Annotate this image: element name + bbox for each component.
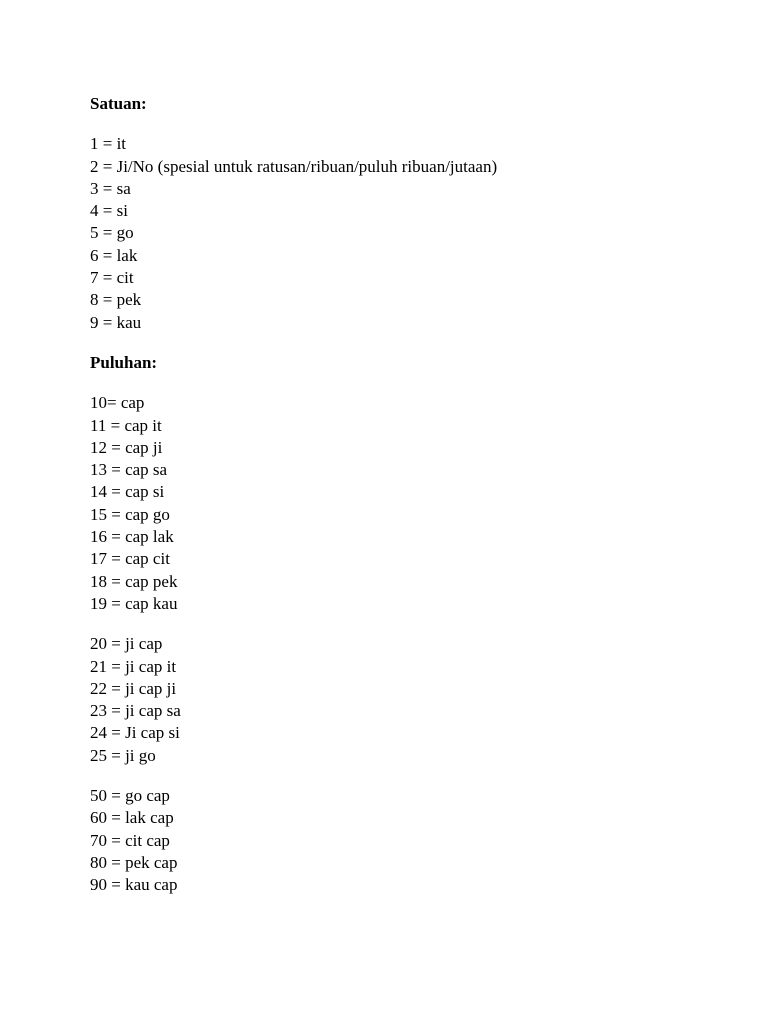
list-item: 10= cap [90,393,145,413]
number-list [90,133,730,334]
number-list [90,392,730,615]
section-heading: Satuan: [90,94,147,113]
spacer [90,767,730,785]
document-page [90,93,730,897]
list-item: 15 = cap go [90,504,170,524]
list-item: 17 = cap cit [90,549,170,569]
section-heading: Puluhan: [90,352,158,372]
list-item: 13 = cap sa [90,460,168,480]
list-item: 25 = ji go [90,745,156,765]
list-item: 19 = cap kau [90,593,178,613]
spacer [90,115,730,133]
list-item: 16 = cap lak [90,527,174,547]
list-item: 22 = ji cap ji [90,678,177,698]
list-item: 3 = sa [90,178,131,198]
list-item: 5 = go [90,223,134,243]
list-item: 4 = si [90,201,128,221]
list-item: 24 = Ji cap si [90,723,180,743]
number-list [90,785,730,896]
list-item: 18 = cap pek [90,571,178,591]
list-item: 14 = cap si [90,482,165,502]
spacer [90,374,730,392]
list-item: 2 = Ji/No (spesial untuk ratusan/ribuan/puluh ribuan/jutaan) [90,156,498,176]
list-item: 70 = cit cap [90,830,170,850]
list-item: 6 = lak [90,245,138,265]
list-item: 21 = ji cap it [90,656,177,676]
list-item: 11 = cap it [90,415,162,435]
list-item: 50 = go cap [90,786,170,806]
spacer [90,334,730,352]
number-list [90,633,730,767]
list-item: 80 = pek cap [90,852,178,872]
list-item: 1 = it [90,134,127,154]
list-item: 20 = ji cap [90,634,163,654]
list-item: 12 = cap ji [90,437,163,457]
section-satuan [90,93,730,334]
list-item: 23 = ji cap sa [90,701,181,721]
list-item: 9 = kau [90,312,142,332]
list-item: 60 = lak cap [90,808,174,828]
list-item: 7 = cit [90,268,134,288]
section-puluhan [90,352,730,897]
spacer [90,615,730,633]
list-item: 8 = pek [90,290,142,310]
list-item: 90 = kau cap [90,875,178,895]
